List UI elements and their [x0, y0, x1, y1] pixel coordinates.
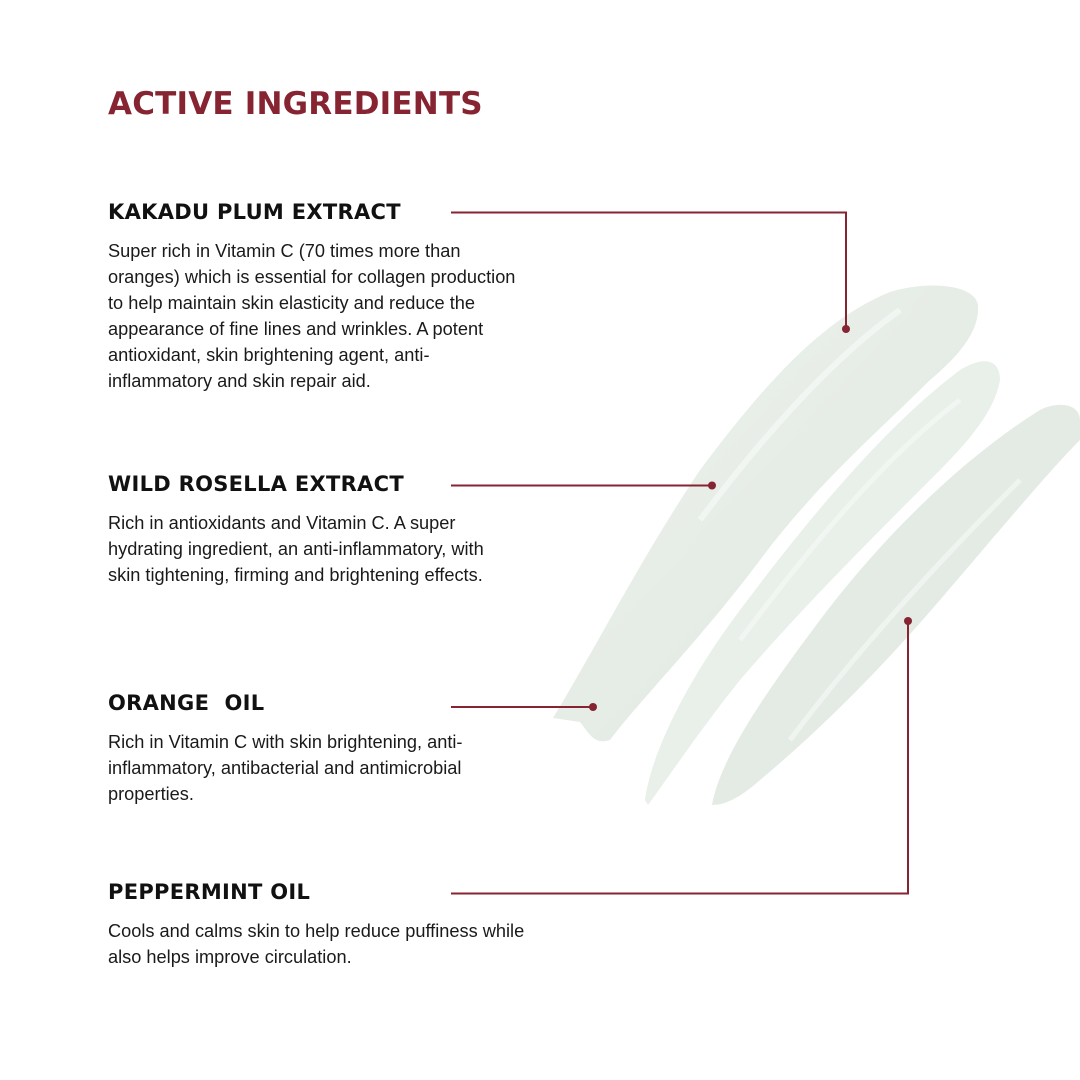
ingredient-name: ORANGE OIL: [108, 691, 265, 715]
page-title: ACTIVE INGREDIENTS: [108, 86, 483, 122]
ingredient-name: KAKADU PLUM EXTRACT: [108, 200, 401, 224]
connector-dot-icon: [589, 703, 597, 711]
connector-dot-icon: [708, 482, 716, 490]
cream-swatch-image: [553, 286, 1080, 805]
ingredient-name: WILD ROSELLA EXTRACT: [108, 472, 404, 496]
ingredient-description: Rich in antioxidants and Vitamin C. A super hydrating ingredient, an anti-inflammatory, with skin tightening, firming and brightening effects.: [108, 513, 484, 585]
ingredient-description: Super rich in Vitamin C (70 times more than oranges) which is essential for collagen production to help maintain skin elasticity and reduce the appearance of fine lines and wrinkles. A potent antioxidant, skin brightening agent, anti-inflammatory and skin repair aid.: [108, 241, 516, 391]
connector-kakadu-plum: [451, 213, 850, 334]
ingredient-name: PEPPERMINT OIL: [108, 880, 311, 904]
connector-dot-icon: [842, 325, 850, 333]
connector-dot-icon: [904, 617, 912, 625]
ingredient-description: Cools and calms skin to help reduce puffiness while also helps improve circulation.: [108, 921, 525, 967]
ingredient-description: Rich in Vitamin C with skin brightening, anti-inflammatory, antibacterial and antimicrobial properties.: [108, 732, 463, 804]
connector-wild-rosella: [451, 482, 716, 490]
